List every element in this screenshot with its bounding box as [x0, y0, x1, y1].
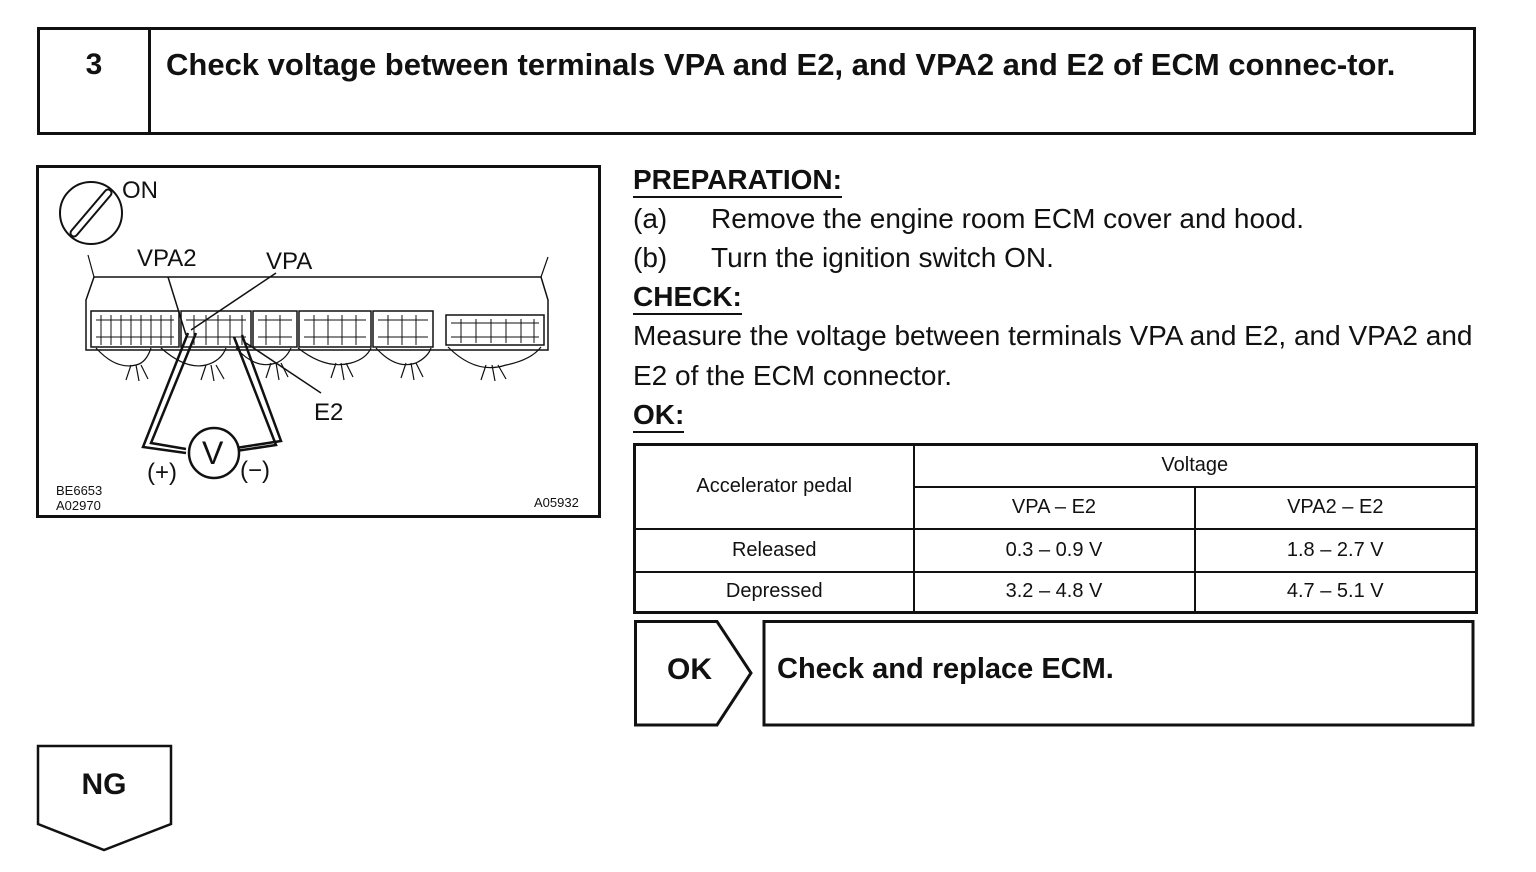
vpa2-label: VPA2	[137, 245, 197, 272]
ignition-on-label: ON	[122, 177, 158, 204]
header-vpa-e2: VPA – E2	[914, 487, 1195, 529]
header-voltage: Voltage	[914, 445, 1477, 487]
figure-code-3: A05932	[534, 495, 579, 510]
plus-terminal-label: (+)	[147, 459, 177, 486]
ok-result-box	[633, 619, 1478, 729]
check-heading-text: CHECK:	[633, 281, 742, 315]
row-released-pedal: Released	[635, 529, 914, 572]
check-heading	[633, 281, 742, 313]
connector-diagram-icon	[36, 165, 601, 518]
row-depressed-vpa2: 4.7 – 5.1 V	[1195, 572, 1477, 613]
step-b-label: (b)	[633, 242, 668, 273]
step-header	[37, 27, 1476, 135]
e2-label: E2	[314, 399, 344, 426]
ok-action: Check and replace ECM.	[777, 653, 1114, 685]
step-a-text: Remove the engine room ECM cover and hood.	[711, 203, 1304, 234]
row-depressed-vpa: 3.2 – 4.8 V	[914, 572, 1195, 613]
check-instruction: Measure the voltage between terminals VPA and E2, and VPA2 and E2 of the ECM connector.	[633, 320, 1473, 391]
ok-label: OK	[667, 653, 712, 686]
vpa-label: VPA	[266, 248, 313, 275]
voltmeter-symbol: V	[202, 435, 224, 471]
preparation-heading-text: PREPARATION:	[633, 164, 842, 198]
preparation-step-b	[633, 242, 1054, 274]
ok-heading-text: OK:	[633, 399, 684, 433]
header-accelerator-pedal: Accelerator pedal	[635, 445, 914, 529]
step-b-text: Turn the ignition switch ON.	[711, 242, 1054, 273]
minus-terminal-label: (−)	[240, 457, 270, 484]
table-row	[635, 572, 1477, 613]
step-a-label: (a)	[633, 203, 668, 234]
preparation-step-a	[633, 203, 1304, 235]
table-row	[635, 529, 1477, 572]
ng-label: NG	[81, 768, 127, 801]
row-depressed-pedal: Depressed	[635, 572, 914, 613]
ok-heading	[633, 399, 684, 431]
step-number: 3	[40, 30, 151, 132]
header-vpa2-e2: VPA2 – E2	[1195, 487, 1477, 529]
connector-illustration	[36, 165, 601, 518]
preparation-heading	[633, 164, 842, 196]
figure-code-2: A02970	[56, 498, 101, 513]
step-title: Check voltage between terminals VPA and E2, and VPA2 and E2 of ECM connec-tor.	[166, 47, 1396, 82]
row-released-vpa: 0.3 – 0.9 V	[914, 529, 1195, 572]
voltage-spec-table	[633, 443, 1478, 614]
ng-result-box	[36, 744, 176, 854]
figure-code-1: BE6653	[56, 483, 103, 498]
row-released-vpa2: 1.8 – 2.7 V	[1195, 529, 1477, 572]
